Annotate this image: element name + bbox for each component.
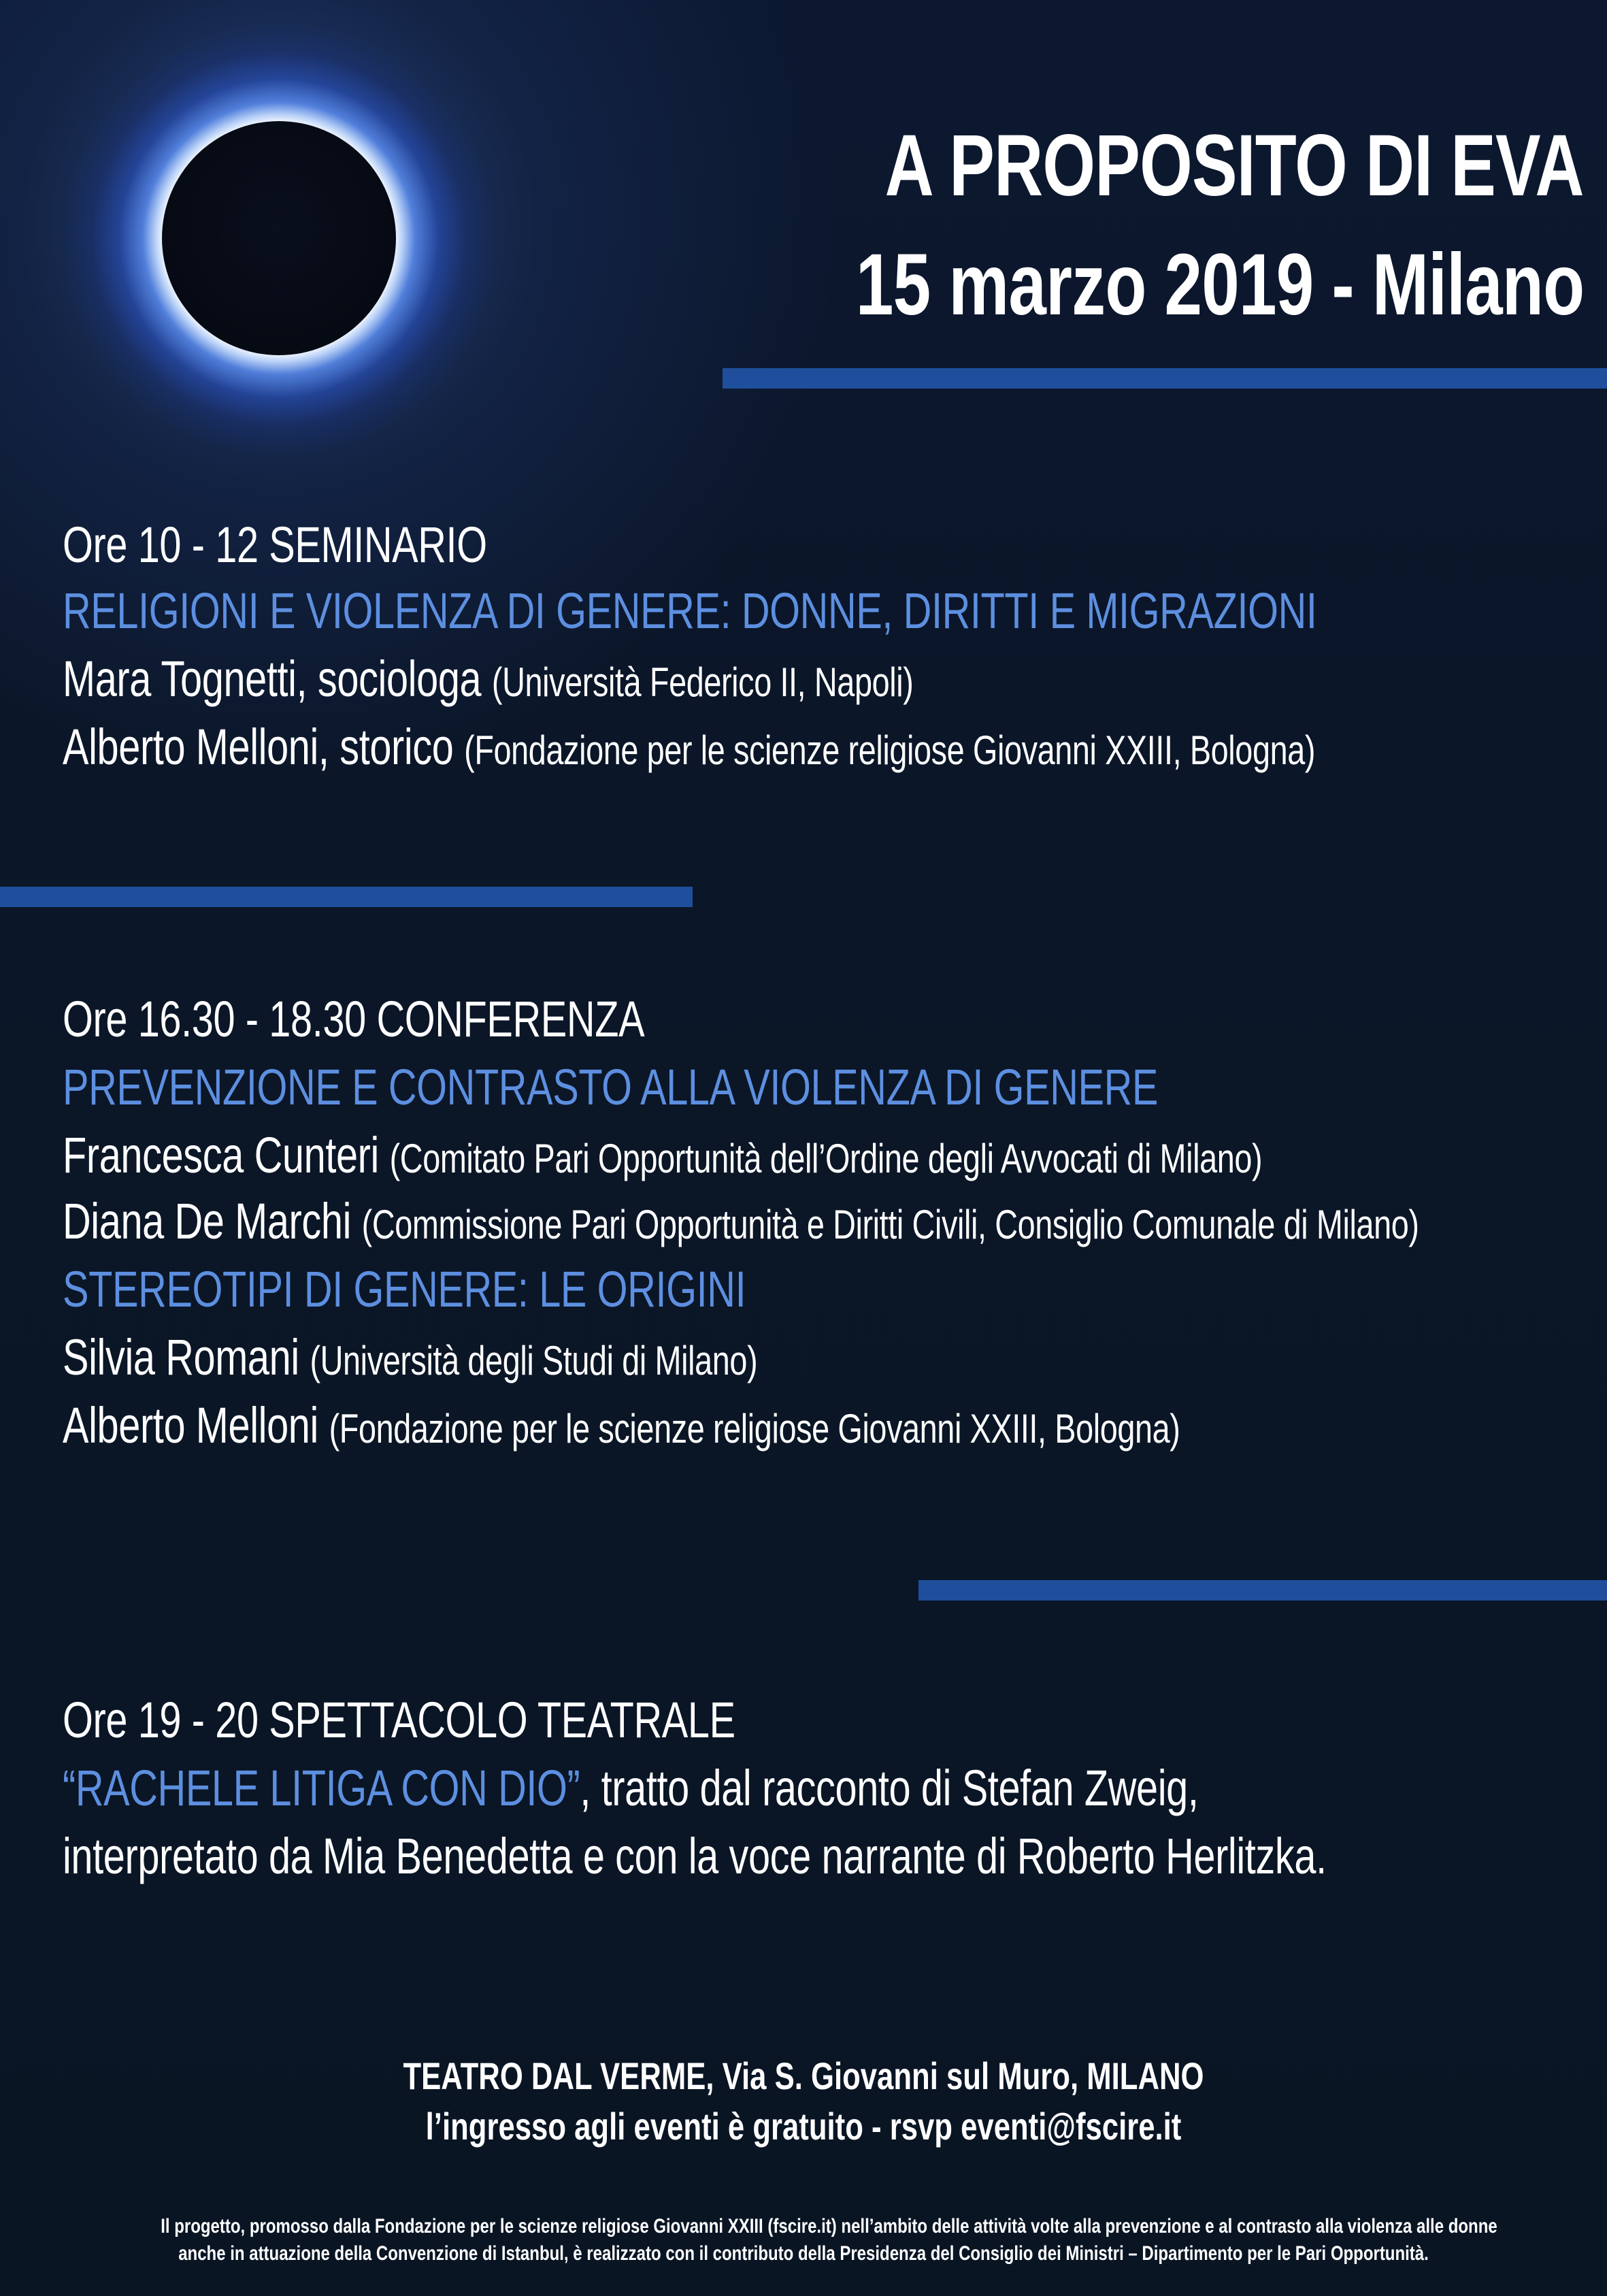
speaker-name: Alberto Melloni [63, 1397, 329, 1454]
theatre-time-label: Ore 19 - 20 SPETTACOLO TEATRALE [63, 1692, 735, 1748]
conference-time-label: Ore 16.30 - 18.30 CONFERENZA [63, 991, 645, 1047]
conference-speaker-2 [63, 1192, 1419, 1250]
speaker-affiliation: (Fondazione per le scienze religiose Giovanni XXIII, Bologna) [329, 1406, 1180, 1452]
fine-print-line-2: anche in attuazione della Convenzione di Istanbul, è realizzato con il contributo della Presidenza del Consiglio dei Ministri – Dipartimento per le Pari Opportunità. [178, 2242, 1429, 2265]
conference-topic-2: STEREOTIPI DI GENERE: LE ORIGINI [63, 1261, 746, 1317]
seminar-speaker-1 [63, 650, 913, 708]
venue-address: TEATRO DAL VERME, Via S. Giovanni sul Muro, MILANO [403, 2054, 1204, 2097]
play-title: “RACHELE LITIGA CON DIO” [63, 1760, 580, 1816]
speaker-name: Francesca Cunteri [63, 1127, 390, 1183]
fine-print-line-1: Il progetto, promosso dalla Fondazione per le scienze religiose Giovanni XXIII (fscire.it) nell’ambito delle attività volte alla prevenzione e al contrasto alla violenza alle donne [161, 2215, 1497, 2237]
conference-speaker-1 [63, 1126, 1262, 1184]
eclipse-moon-disc [162, 121, 396, 355]
rsvp-info: l’ingresso agli eventi è gratuito - rsvp eventi@fscire.it [425, 2105, 1182, 2148]
speaker-affiliation: (Università degli Studi di Milano) [310, 1338, 758, 1383]
speaker-affiliation: (Comitato Pari Opportunità dell’Ordine degli Avvocati di Milano) [389, 1136, 1263, 1181]
conference-speaker-4 [63, 1396, 1180, 1454]
seminar-time-label: Ore 10 - 12 SEMINARIO [63, 516, 487, 573]
conference-speaker-3 [63, 1328, 757, 1386]
poster-title: A PROPOSITO DI EVA [884, 117, 1584, 214]
poster-date-place: 15 marzo 2019 - Milano [855, 236, 1584, 333]
play-description: , tratto dal racconto di Stefan Zweig, [580, 1760, 1199, 1816]
speaker-affiliation: (Università Federico II, Napoli) [491, 659, 914, 705]
speaker-affiliation: (Commissione Pari Opportunità e Diritti Civili, Consiglio Comunale di Milano) [361, 1202, 1419, 1247]
speaker-name: Diana De Marchi [63, 1193, 362, 1249]
divider-bar [723, 368, 1607, 389]
conference-topic-1: PREVENZIONE E CONTRASTO ALLA VIOLENZA DI GENERE [63, 1059, 1159, 1115]
speaker-name: Alberto Melloni, storico [63, 719, 465, 775]
divider-bar [918, 1580, 1607, 1601]
speaker-name: Silvia Romani [63, 1329, 310, 1385]
seminar-speaker-2 [63, 718, 1315, 776]
speaker-name: Mara Tognetti, sociologa [63, 651, 492, 707]
solar-eclipse-image [61, 20, 497, 456]
speaker-affiliation: (Fondazione per le scienze religiose Giovanni XXIII, Bologna) [464, 727, 1316, 773]
theatre-play-line [63, 1759, 1199, 1817]
seminar-topic: RELIGIONI E VIOLENZA DI GENERE: DONNE, DIRITTI E MIGRAZIONI [63, 583, 1317, 639]
theatre-cast-line: interpretato da Mia Benedetta e con la voce narrante di Roberto Herlitzka. [63, 1828, 1327, 1884]
divider-bar [0, 887, 693, 907]
